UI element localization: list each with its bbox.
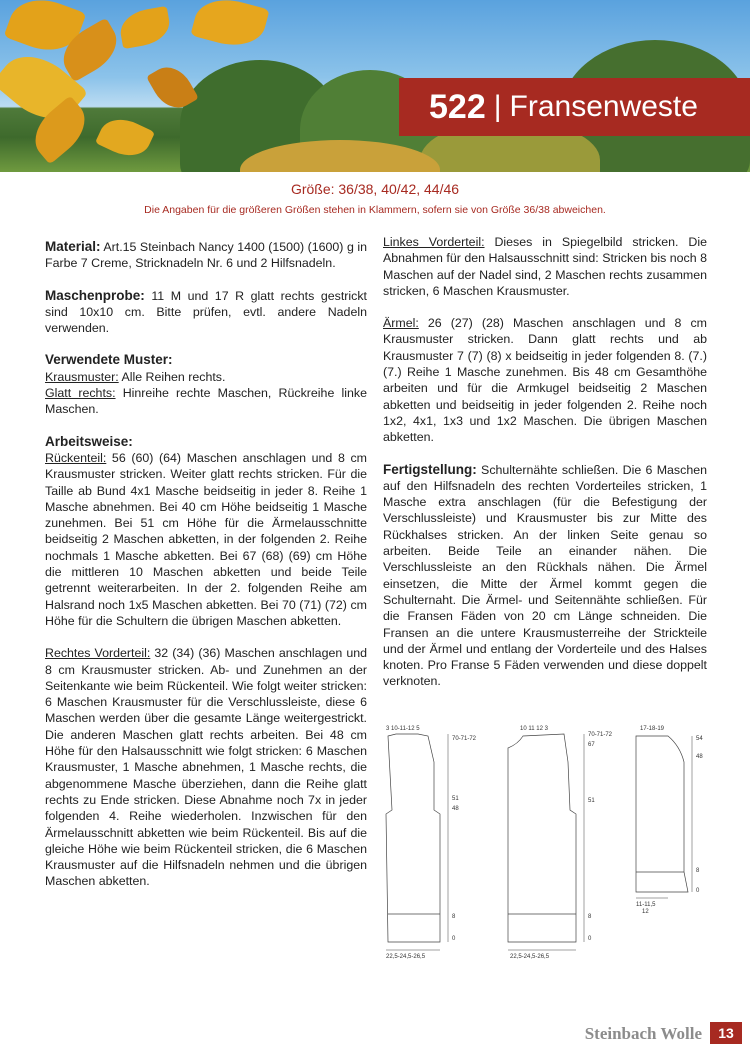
method-heading: Arbeitsweise: [45,433,133,449]
sleeve-bottom-label-2: 12 [642,909,649,915]
material-heading: Material: [45,239,101,254]
schematic-back [386,734,448,950]
stockinette-label: Glatt rechts: [45,386,116,401]
back-top-label: 3 10-11-12 5 [386,726,420,732]
size-line: Größe: 36/38, 40/42, 44/46 [290,181,460,197]
back-0-label: 0 [452,936,456,942]
front-67-label: 67 [588,742,595,748]
back-paragraph [45,434,367,630]
back-outline [386,734,440,942]
left-column [45,239,367,906]
left-front-text: Dieses in Spiegelbild stricken. Die Abnahmen für den Halsausschnitt sind: Stricken bis noch 8 Maschen auf der Nadel sind, 2 Maschen rechts zusammen stricken, 6 Maschen Krausmuster. [383,235,708,298]
front-outline [508,734,576,942]
back-51-label: 51 [452,796,459,802]
sleeve-54-label: 54 [696,736,703,742]
right-column [383,234,707,706]
pattern-title [399,78,750,136]
back-48-label: 48 [452,806,459,812]
gauge-heading: Maschenprobe: [45,287,145,303]
left-front-paragraph [383,234,707,299]
pattern-number: 522 [429,87,486,126]
back-label: Rückenteil: [45,450,107,465]
sleeve-top-label: 17-18-19 [640,726,665,732]
left-front-label: Linkes Vorderteil: [383,235,485,249]
schematic-sleeve [636,736,692,898]
autumn-leaf [190,0,269,53]
front-51-label: 51 [588,798,595,804]
sleeve-outline [636,736,688,892]
right-front-label: Rechtes Vorderteil: [45,646,151,661]
sleeve-label: Ärmel: [383,316,419,331]
title-separator: | [493,90,502,123]
schematic-svg [378,722,708,962]
sleeve-0-label: 0 [696,888,700,894]
front-top-label: 10 11 12 3 [520,726,548,732]
brand-logo: Steinbach Wolle [584,1024,702,1043]
garter-label: Krausmuster: [45,369,119,384]
back-8-label: 8 [452,914,456,920]
size-note: Die Angaben für die größeren Größen stehen in Klammern, sofern sie von Größe 36/38 abweichen. [144,204,606,216]
finishing-paragraph [383,462,707,690]
garter-text: Alle Reihen rechts. [118,369,226,384]
front-8-label: 8 [588,914,592,920]
sleeve-paragraph [383,315,707,445]
sleeve-text: 26 (27) (28) Maschen anschlagen und 8 cm Krausmuster stricken. Dann glatt rechts und ab Krausmuster 7 (7) (8) x beidseitig in jeder folgenden 8. (7.) (7.) Reihe 1 Masche zunehmen. Bis 48 cm Gesamthöhe arbeiten und für die Armkugel beidseitig 2 Maschen abketten und beidseitig in jeder folgenden 2. Reihe noch 1x2, 4x1, 1x3 und 1x2 Maschen. Die übrigen Maschen abketten. [383,316,707,445]
sleeve-bottom-label-1: 11-11,5 [636,902,656,908]
finishing-text: Schulternähte schließen. Die 6 Maschen auf den Hilfsnadeln des rechten Vorderteiles stricken, 1 Masche extra anschlagen (für die Befestigung der Verschlussleiste) und Krausmuster bis zur Mitte des Rückhalses stricken. An der linken Seite genau so arbeiten. Beide Teile an einander nähen. Die Verschlussleiste an den Rückhals nähen. Die Ärmel einsetzen, die Mitte der Ärmel kommt gegen die Schulternaht. Die Ärmel- und Seitennähte schließen. Für die Fransen Fäden von 20 cm Länge schneiden. Die Fransen an die untere Krausmusterreihe der Strickteile und der Ärmel und entlang der Vorderteile und des Halses knoten. Pro Franse 5 Fäden verwenden und diese doppelt verknoten. [383,462,707,689]
gauge-paragraph [45,288,367,337]
front-bottom-label: 22,5-24,5-26,5 [510,954,550,960]
gauge-text: 11 M und 17 R glatt rechts gestrickt sind 10x10 cm. Bitte prüfen, evtl. andere Nadeln verwenden. [45,288,367,336]
right-front-paragraph [45,645,367,889]
pattern-name: Fransenweste [509,90,698,123]
patterns-paragraph [45,352,367,417]
page-number: 13 [710,1022,742,1044]
stockinette-text: Hinreihe rechte Maschen, Rückreihe linke Maschen. [45,386,367,417]
schematic-diagram [378,722,708,962]
sleeve-48-label: 48 [696,754,703,760]
front-height-label: 70-71-72 [588,732,613,738]
autumn-leaf [117,6,172,49]
back-bottom-label: 22,5-24,5-26,5 [386,954,426,960]
right-front-text: 32 (34) (36) Maschen anschlagen und 8 cm Krausmuster stricken. Ab- und Zunehmen an der Seitenkante wie beim Rückenteil. Wie folgt weiter stricken: 6 Maschen Krausmuster für die Verschlussleiste, diese 6 Maschen werden über die gesamte Länge weitergestrickt. Die anderen Maschen glatt rechts arbeiten. Bei 48 cm Höhe für den Halsausschnitt wie folgt stricken: 6 Maschen Krausmuster, 1 Masche abnehmen, 1 Masche rechts, die abgenommene Masche überziehen, dann die Reihe glatt rechts zu Ende stricken. Diese Abnahme noch 7x in jeder folgenden 4. Reihe wiederholen. Inzwischen für den Ärmelausschnitt abketten wie beim Rückenteil. Bis auf die gleiche Höhe wie beim Rückenteil stricken, die 6 Maschen Krausmuster auf die Hilfsnadeln nehmen und die übrigen Maschen abketten. [45,646,367,889]
autumn-leaf [95,111,155,164]
patterns-heading: Verwendete Muster: [45,352,173,368]
sleeve-8-label: 8 [696,868,700,874]
material-text: Art.15 Steinbach Nancy 1400 (1500) (1600) g in Farbe 7 Creme, Stricknadeln Nr. 6 und 2 Hilfsnadeln. [45,240,367,271]
back-text: 56 (60) (64) Maschen anschlagen und 8 cm Krausmuster stricken. Weiter glatt rechts stricken. Für die Taille ab Bund 4x1 Masche beidseitig in jeder 8. Reihe 1 Masche abnehmen. Bei 40 cm Höhe beidseitig 1 Masche zunehmen. Bei 51 cm Höhe für die Ärmelausschnitte beidseitig 2 Maschen abketten, in der folgenden 2. Reihe nochmals 1 Masche abketten. Bei 67 (68) (69) cm Höhe die mittleren 10 Maschen abketten und beide Teile getrennt weiterarbeiten. In der 2. folgenden Reihe am Halsrand noch 1x5 Maschen abketten. Bei 70 (71) (72) cm Höhe für die Schultern die übrigen Maschen abketten. [45,450,367,628]
back-height-label: 70-71-72 [452,736,477,742]
material-paragraph [45,239,367,272]
front-0-label: 0 [588,936,592,942]
finishing-heading: Fertigstellung: [383,461,477,477]
schematic-front [508,734,584,950]
